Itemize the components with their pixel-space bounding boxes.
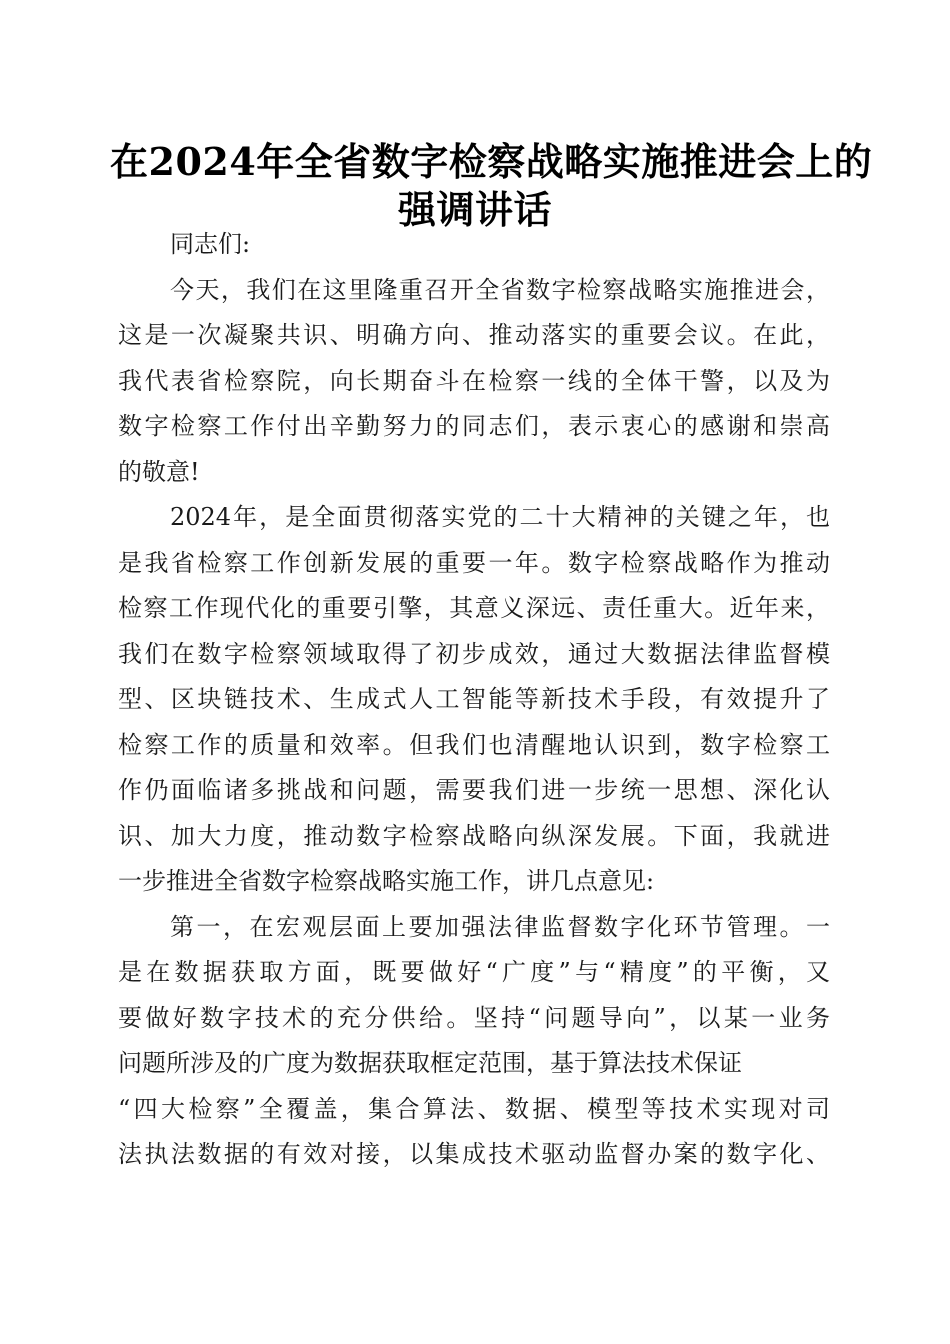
title-line-2: 强调讲话 — [397, 187, 552, 232]
title-line-1: 在2024年全省数字检察战略实施推进会上的 — [110, 139, 873, 184]
paragraph-1-line-2: 这是一次凝聚共识、明确方向、推动落实的重要会议。在此， — [118, 321, 830, 349]
paragraph-3-line-5: “四大检察”全覆盖，集合算法、数据、模型等技术实现对司 — [118, 1094, 830, 1123]
paragraph-2-line-4: 我们在数字检察领域取得了初步成效，通过大数据法律监督模 — [118, 639, 830, 668]
paragraph-2-line-1: 2024年，是全面贯彻落实党的二十大精神的关键之年，也 — [170, 503, 830, 531]
paragraph-3-line-1: 第一，在宏观层面上要加强法律监督数字化环节管理。一 — [170, 912, 830, 941]
paragraph-1-line-1: 今天，我们在这里隆重召开全省数字检察战略实施推进会， — [170, 275, 830, 304]
paragraph-2-line-3: 检察工作现代化的重要引擎，其意义深远、责任重大。近年来， — [118, 594, 830, 622]
paragraph-3-line-4: 问题所涉及的广度为数据获取框定范围，基于算法技术保证 — [118, 1049, 742, 1077]
document-body — [118, 222, 830, 1178]
salutation: 同志们: — [170, 230, 251, 258]
paragraph-2-line-9: 一步推进全省数字检察战略实施工作，讲几点意见: — [118, 867, 655, 895]
paragraph-3-line-2: 是在数据获取方面，既要做好“广度”与“精度”的平衡，又 — [118, 958, 830, 986]
paragraph-3-line-6: 法执法数据的有效对接，以集成技术驱动监督办案的数字化、 — [118, 1140, 830, 1168]
paragraph-2-line-6: 检察工作的质量和效率。但我们也清醒地认识到，数字检察工 — [118, 730, 830, 759]
document-title — [110, 138, 873, 234]
paragraph-2-line-7: 作仍面临诸多挑战和问题，需要我们进一步统一思想、深化认 — [118, 776, 830, 804]
paragraph-1-line-3: 我代表省检察院，向长期奋斗在检察一线的全体干警，以及为 — [118, 366, 830, 395]
paragraph-2-line-8: 识、加大力度，推动数字检察战略向纵深发展。下面，我就进 — [118, 821, 830, 850]
paragraph-3-line-3: 要做好数字技术的充分供给。坚持“问题导向”，以某一业务 — [118, 1003, 830, 1032]
paragraph-1-line-4: 数字检察工作付出辛勤努力的同志们，表示衷心的感谢和崇高 — [118, 412, 830, 440]
paragraph-1-line-5: 的敬意! — [118, 457, 200, 486]
paragraph-2-line-2: 是我省检察工作创新发展的重要一年。数字检察战略作为推动 — [118, 548, 830, 577]
paragraph-2-line-5: 型、区块链技术、生成式人工智能等新技术手段，有效提升了 — [118, 685, 830, 713]
